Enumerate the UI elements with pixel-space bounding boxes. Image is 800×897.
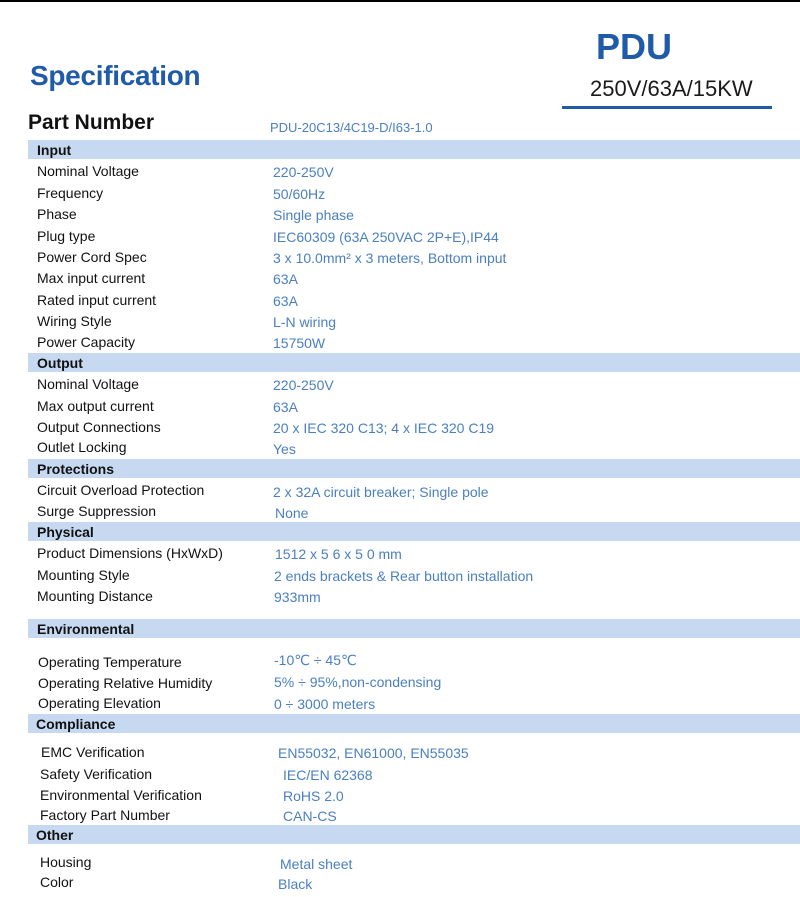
- section-title: Environmental: [37, 621, 135, 637]
- spec-label: Circuit Overload Protection: [37, 482, 205, 498]
- spec-value: IEC60309 (63A 250VAC 2P+E),IP44: [273, 229, 499, 245]
- spec-label: Frequency: [37, 185, 104, 201]
- spec-value: 5% ÷ 95%,non-condensing: [274, 674, 442, 690]
- spec-label: Plug type: [37, 228, 96, 244]
- spec-label: Nominal Voltage: [37, 376, 139, 392]
- spec-label: Operating Relative Humidity: [38, 675, 213, 691]
- spec-value: 50/60Hz: [273, 186, 326, 202]
- spec-value: 220-250V: [273, 164, 334, 180]
- spec-label: Mounting Style: [37, 567, 130, 583]
- spec-value: Yes: [273, 441, 296, 457]
- section-header-environmental: [28, 619, 800, 638]
- spec-label: Product Dimensions (HxWxD): [37, 545, 223, 561]
- spec-value: 2 x 32A circuit breaker; Single pole: [273, 484, 489, 500]
- section-title: Compliance: [36, 716, 116, 732]
- spec-label: Factory Part Number: [40, 807, 170, 823]
- section-header-other: [28, 825, 800, 844]
- spec-label: Operating Temperature: [38, 654, 182, 670]
- spec-value: 2 ends brackets & Rear button installation: [274, 568, 534, 584]
- spec-label: Safety Verification: [40, 766, 153, 782]
- spec-label: Mounting Distance: [37, 588, 153, 604]
- spec-label: Phase: [37, 206, 77, 222]
- spec-value: Metal sheet: [280, 856, 353, 872]
- spec-label: Environmental Verification: [40, 787, 202, 803]
- spec-value: Single phase: [273, 207, 354, 223]
- spec-value: 1512 x 5 6 x 5 0 mm: [275, 546, 402, 562]
- spec-value: CAN-CS: [283, 808, 337, 824]
- spec-value: Black: [278, 876, 313, 892]
- spec-value: RoHS 2.0: [283, 788, 344, 804]
- section-title: Other: [36, 827, 74, 843]
- spec-label: Power Cord Spec: [37, 249, 147, 265]
- spec-value: IEC/EN 62368: [283, 767, 373, 783]
- spec-label: Housing: [40, 854, 92, 870]
- spec-label: Output Connections: [37, 419, 161, 435]
- spec-value: 15750W: [273, 335, 326, 351]
- rating-underline: [562, 106, 772, 109]
- product-title: PDU: [596, 26, 673, 67]
- section-header-compliance: [28, 714, 800, 733]
- spec-value: 63A: [273, 271, 298, 287]
- spec-value: 933mm: [274, 589, 321, 605]
- spec-value: 63A: [273, 399, 298, 415]
- spec-label: Outlet Locking: [37, 439, 127, 455]
- spec-value: L-N wiring: [273, 314, 337, 330]
- spec-label: Color: [40, 874, 74, 890]
- section-title: Input: [37, 142, 72, 158]
- spec-value: -10℃ ÷ 45℃: [274, 652, 357, 668]
- top-rule: [0, 0, 800, 2]
- part-number-label: Part Number: [28, 111, 155, 134]
- spec-label: Surge Suppression: [37, 503, 157, 519]
- spec-label: Nominal Voltage: [37, 163, 139, 179]
- part-number-value: PDU-20C13/4C19-D/I63-1.0: [270, 120, 433, 135]
- spec-value: 0 ÷ 3000 meters: [274, 696, 376, 712]
- spec-label: Power Capacity: [37, 334, 136, 350]
- spec-label: Operating Elevation: [38, 695, 161, 711]
- spec-value: 220-250V: [273, 377, 334, 393]
- page-title: Specification: [30, 60, 201, 91]
- spec-label: Max output current: [37, 398, 154, 414]
- spec-value: 63A: [273, 293, 298, 309]
- section-title: Output: [37, 355, 83, 371]
- spec-value: 3 x 10.0mm² x 3 meters, Bottom input: [273, 250, 507, 266]
- spec-value: 20 x IEC 320 C13; 4 x IEC 320 C19: [273, 420, 495, 436]
- section-header-output: [28, 353, 800, 372]
- spec-value: None: [275, 505, 309, 521]
- section-header-physical: [28, 522, 800, 541]
- spec-label: EMC Verification: [41, 744, 145, 760]
- section-title: Physical: [37, 524, 94, 540]
- spec-label: Max input current: [37, 270, 146, 286]
- spec-value: EN55032, EN61000, EN55035: [278, 745, 469, 761]
- spec-label: Wiring Style: [37, 313, 112, 329]
- section-header-protections: [28, 459, 800, 478]
- section-header-input: [28, 140, 800, 159]
- spec-label: Rated input current: [37, 292, 157, 308]
- product-rating: 250V/63A/15KW: [590, 76, 753, 101]
- section-title: Protections: [37, 461, 115, 477]
